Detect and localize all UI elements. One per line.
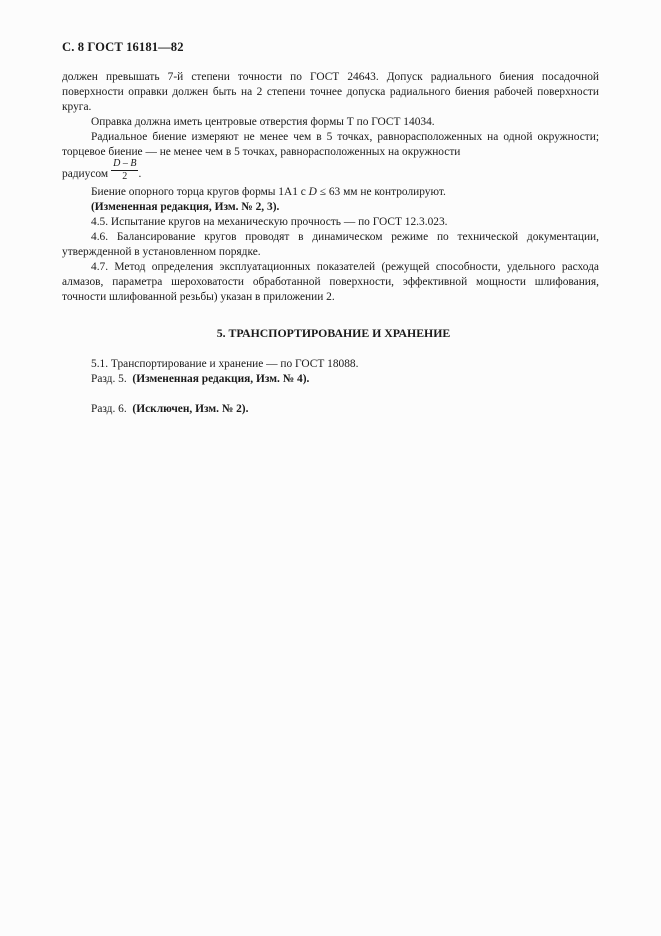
paragraph-face-runout [62, 185, 599, 200]
formula-period: . [138, 167, 142, 180]
face-runout-text: Биение опорного торца кругов формы 1А1 с [91, 186, 309, 198]
paragraph-tolerance: должен превышать 7-й степени точности по ГОСТ 24643. Допуск радиального биения посадочной поверхности оправки должен быть на 2 степени точнее допуска радиального биения рабочей поверхности круга. [62, 71, 599, 113]
section-5-amendment [62, 372, 599, 387]
paragraph-runout: Радиальное биение измеряют не менее чем в 5 точках, равнорасположенных на одной окружности; торцевое биение — не менее чем в 5 точках, равнорасположенных на окружности [62, 131, 599, 158]
fraction-formula [111, 159, 138, 182]
section-5-title: 5. ТРАНСПОРТИРОВАНИЕ И ХРАНЕНИЕ [216, 326, 451, 340]
razd-6-label: Разд. 6. [91, 403, 127, 415]
page-header: С. 8 ГОСТ 16181—82 [62, 40, 184, 54]
fraction-numerator: D – B [113, 157, 137, 169]
razd-5-amendment: (Измененная редакция, Изм. № 4). [132, 373, 310, 385]
clause-4-6: 4.6. Балансирование кругов проводят в динамическом режиме по технической документации, утвержденной в установленном порядке. [62, 231, 599, 258]
section-6-excluded [62, 402, 599, 417]
face-runout-text-end: ≤ 63 мм не контролируют. [316, 186, 446, 198]
document-body [62, 70, 599, 417]
radius-label: радиусом [62, 167, 109, 180]
clause-4-7: 4.7. Метод определения эксплуатационных показателей (режущей способности, удельного расхода алмазов, параметра шероховатости обработанной поверхности, эффективной мощности шлифования, точности шлифованной резьбы) указан в приложении 2. [62, 261, 599, 303]
fraction-denominator: 2 [122, 170, 128, 182]
clause-4-5: 4.5. Испытание кругов на механическую прочность — по ГОСТ 12.3.023. [91, 216, 448, 228]
amendment-note-2-3: (Измененная редакция, Изм. № 2, 3). [91, 201, 280, 213]
variable-d: D [308, 186, 317, 198]
razd-6-amendment: (Исключен, Изм. № 2). [132, 403, 249, 415]
paragraph-mandrel: Оправка должна иметь центровые отверстия формы Т по ГОСТ 14034. [91, 116, 435, 128]
formula-line [62, 157, 599, 185]
razd-5-label: Разд. 5. [91, 373, 127, 385]
clause-5-1: 5.1. Транспортирование и хранение — по ГОСТ 18088. [91, 358, 359, 370]
